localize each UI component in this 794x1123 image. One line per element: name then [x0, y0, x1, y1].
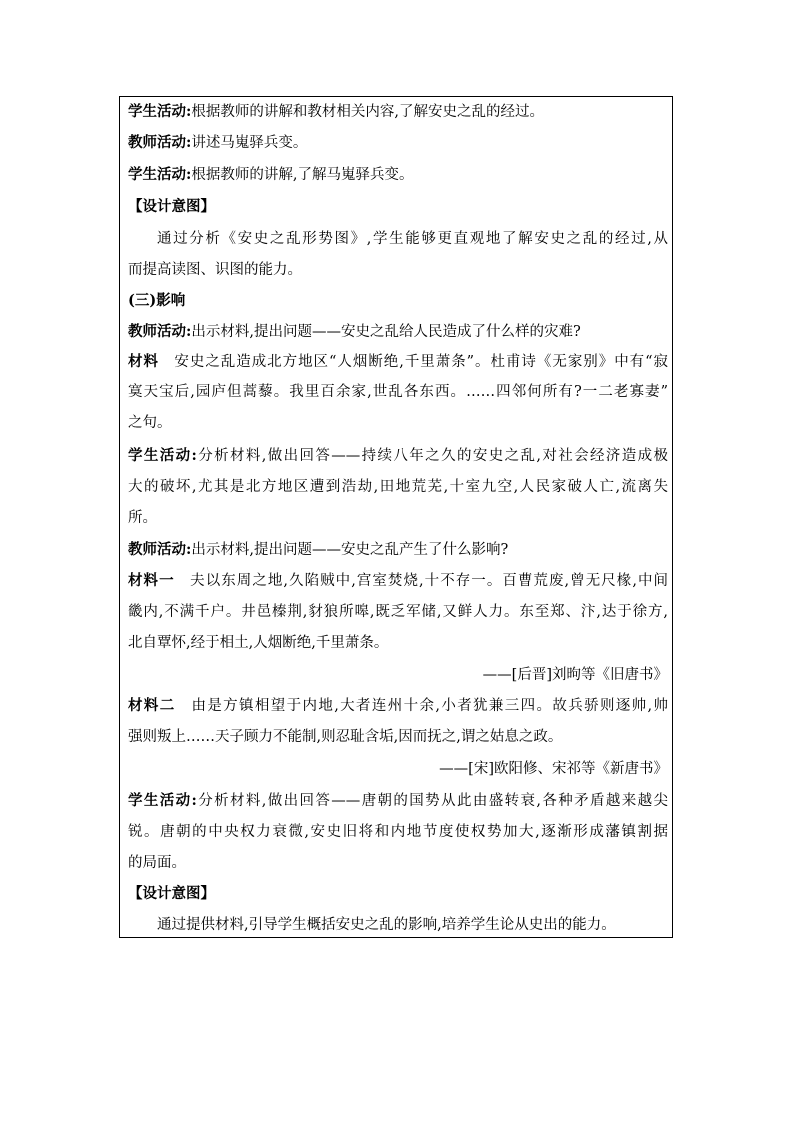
text-line — [128, 446, 668, 466]
text-line — [128, 853, 668, 873]
section-heading — [128, 197, 668, 217]
line-text: 而提高读图、识图的能力。 — [128, 262, 302, 278]
line-text: 大的破坏,尤其是北方地区遭到浩劫,田地荒芜,十室九空,人民家破人亡,流离失 — [128, 479, 668, 495]
text-line — [128, 508, 668, 528]
line-text: 之句。 — [128, 415, 172, 431]
line-text: 强则叛上……天子顾力不能制,则忍耻含垢,因而抚之,谓之姑息之政。 — [128, 729, 563, 745]
line-text: 出示材料,提出问题——安史之乱给人民造成了什么样的灾难? — [191, 324, 581, 340]
line-text: 由是方镇相望于内地,大者连州十余,小者犹兼三四。故兵骄则逐帅,帅 — [175, 698, 668, 714]
material-label: 材料一 — [128, 572, 175, 589]
activity-label: 学生活动: — [128, 447, 197, 464]
citation-text: ——[宋]欧阳修、宋祁等《新唐书》 — [439, 761, 668, 777]
line-text: 根据教师的讲解和教材相关内容,了解安史之乱的经过。 — [191, 104, 544, 120]
activity-label: 教师活动: — [128, 323, 192, 340]
text-line — [128, 382, 668, 402]
text-line — [128, 165, 668, 185]
text-line — [128, 571, 668, 591]
text-line — [128, 352, 668, 372]
line-text: 分析材料,做出回答——持续八年之久的安史之乱,对社会经济造成极 — [196, 448, 668, 464]
citation-text: ——[后晋]刘昫等《旧唐书》 — [482, 667, 668, 683]
text-line — [128, 102, 668, 122]
text-line — [157, 915, 668, 935]
material-label: 材料 — [128, 353, 159, 370]
line-text: 畿内,不满千户。井邑榛荆,豺狼所嗥,既乏军储,又鲜人力。东至郑、汴,达于徐方, — [128, 604, 668, 620]
text-line — [128, 696, 668, 716]
text-line — [128, 477, 668, 497]
impact-heading: (三)影响 — [128, 292, 186, 309]
text-line — [128, 413, 668, 433]
section-heading — [128, 291, 668, 311]
line-text: 夫以东周之地,久陷贼中,宫室焚烧,十不存一。百曹荒废,曾无尺椽,中间 — [174, 573, 668, 589]
text-line — [128, 322, 668, 342]
activity-label: 学生活动: — [128, 166, 192, 183]
activity-label: 学生活动: — [128, 792, 197, 809]
line-text: 讲述马嵬驿兵变。 — [191, 135, 308, 151]
text-line — [128, 727, 668, 747]
text-line — [128, 540, 668, 560]
line-text: 所。 — [128, 510, 157, 526]
activity-label: 学生活动: — [128, 103, 192, 120]
design-intent-label: 【设计意图】 — [128, 885, 215, 902]
line-text: 锐。唐朝的中央权力衰微,安史旧将和内地节度使权势加大,逐渐形成藩镇割据 — [128, 824, 668, 840]
text-line — [157, 229, 668, 249]
line-text: 出示材料,提出问题——安史之乱产生了什么影响? — [191, 542, 509, 558]
design-intent-label: 【设计意图】 — [128, 198, 215, 215]
text-line — [128, 602, 668, 622]
text-line — [128, 791, 668, 811]
text-line — [128, 822, 668, 842]
line-text: 安史之乱造成北方地区“人烟断绝,千里萧条”。杜甫诗《无家别》中有“寂 — [158, 354, 668, 370]
citation-line — [128, 665, 668, 685]
text-line — [128, 260, 668, 280]
text-line — [128, 133, 668, 153]
line-text: 通过提供材料,引导学生概括安史之乱的影响,培养学生论从史出的能力。 — [157, 917, 616, 933]
line-text: 寞天宝后,园庐但蒿藜。我里百余家,世乱各东西。……四邻何所有?一二老寡妻” — [128, 384, 668, 400]
line-text: 分析材料,做出回答——唐朝的国势从此由盛转衰,各种矛盾越来越尖 — [196, 793, 668, 809]
line-text: 根据教师的讲解,了解马嵬驿兵变。 — [191, 167, 414, 183]
citation-line — [128, 759, 668, 779]
line-text: 通过分析《安史之乱形势图》,学生能够更直观地了解安史之乱的经过,从 — [157, 231, 668, 247]
material-label: 材料二 — [128, 697, 176, 714]
line-text: 的局面。 — [128, 855, 186, 871]
activity-label: 教师活动: — [128, 134, 192, 151]
text-line — [128, 633, 668, 653]
activity-label: 教师活动: — [128, 541, 192, 558]
line-text: 北自覃怀,经于相土,人烟断绝,千里萧条。 — [128, 635, 389, 651]
section-heading — [128, 884, 668, 904]
